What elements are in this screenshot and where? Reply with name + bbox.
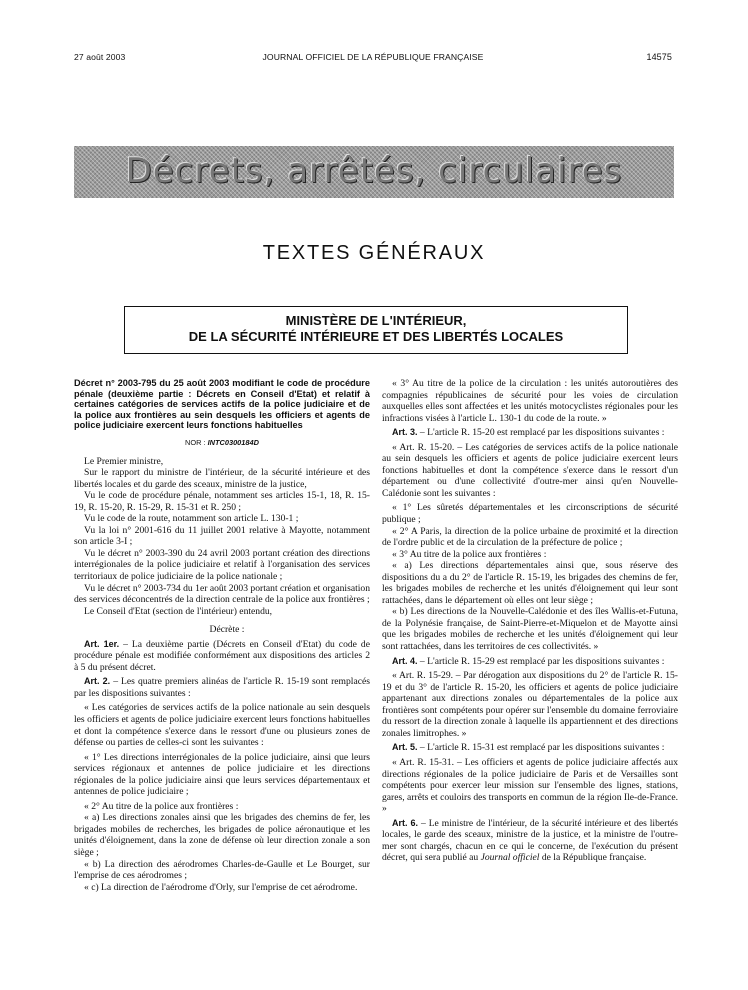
paragraph: « b) La direction des aérodromes Charles-de-Gaulle et Le Bourget, sur l'emprise de ces aérodromes ;: [74, 858, 370, 882]
article-6-journal: Journal officiel: [480, 852, 540, 864]
article-3-text: – L'article R. 15-20 est remplacé par les dispositions suivantes :: [417, 427, 665, 439]
paragraph: « Art. R. 15-20. – Les catégories de services actifs de la police nationale au sein desquels les officiers et agents de police judiciaire exercent leurs fonctions habituelles et dont la compétence s'exerce dans le ressort d'un département ou d'une collectivité d'outre-mer ainsi qu'en Nouvelle-Calédonie sont les suivantes :: [382, 441, 678, 499]
article-6: [382, 818, 678, 864]
right-column: [382, 378, 678, 864]
paragraph: « 3° Au titre de la police aux frontières :: [392, 548, 547, 560]
paragraph: « c) La direction de l'aérodrome d'Orly, sur l'emprise de cet aérodrome.: [84, 881, 358, 893]
article-2-text: – Les quatre premiers alinéas de l'article R. 15-19 sont remplacés par les dispositions suivantes :: [74, 676, 370, 699]
paragraph: « Art. R. 15-31. – Les officiers et agents de police judiciaire affectés aux directions régionales de la police judiciaire de Paris et de Versailles sont compétents pour exercer leur mission sur l'ensemble des lignes, stations, gares, arrêts et couloirs des transports en commun de la région Ile-de-France. »: [382, 756, 678, 815]
paragraph: Le Conseil d'Etat (section de l'intérieur) entendu,: [84, 605, 273, 617]
article-5-label: Art. 5.: [392, 742, 418, 753]
banner-title: Décrets, arrêtés, circulaires: [125, 151, 623, 191]
paragraph: Vu la loi n° 2001-616 du 11 juillet 2001 relative à Mayotte, notamment son article 3-I ;: [74, 524, 370, 548]
paragraph: « a) Les directions départementales ainsi que, sous réserve des dispositions du a du 2° de l'article R. 15-19, les brigades des chemins de fer, les brigades mobiles de recherche et les unités d'éloignement qui leur sont rattachées, dans le département où elles ont leur siège ;: [382, 560, 678, 606]
paragraph: Le Premier ministre,: [84, 455, 164, 467]
ministry-line-2: DE LA SÉCURITÉ INTÉRIEURE ET DES LIBERTÉS LOCALES: [188, 329, 564, 344]
paragraph: Vu le code de procédure pénale, notamment ses articles 15-1, 18, R. 15-19, R. 15-20, R. 15-29, R. 15-31 et R. 250 ;: [74, 490, 370, 513]
paragraph: Vu le code de la route, notamment son article L. 130-1 ;: [84, 513, 299, 525]
paragraph: « 1° Les directions interrégionales de la police judiciaire, ainsi que leurs services régionaux et antennes de police judiciaire et les directions régionales de la police judiciaire ainsi que leurs services départementaux et antennes de police judiciaire ;: [74, 751, 370, 798]
paragraph: « 2° Au titre de la police aux frontières :: [84, 800, 239, 812]
decrete-line: Décrète :: [209, 624, 245, 636]
header-journal-title: JOURNAL OFFICIEL DE LA RÉPUBLIQUE FRANÇAISE: [262, 52, 484, 62]
article-1-label: Art. 1er.: [84, 638, 120, 649]
paragraph: Sur le rapport du ministre de l'intérieur, de la sécurité intérieure et des libertés locales et du garde des sceaux, ministre de la justice,: [74, 467, 370, 490]
left-column: [74, 378, 370, 893]
decree-title: Décret n° 2003-795 du 25 août 2003 modifiant le code de procédure pénale (deuxième partie : Décrets en Conseil d'Etat) et relatif à certaines catégories de services actifs de la police judiciaire et de la police aux frontières au sein desquels les officiers et agents de police judiciaire exercent leurs fonctions habituelles: [74, 378, 370, 431]
article-4-text: – L'article R. 15-29 est remplacé par les dispositions suivantes :: [417, 655, 665, 667]
header-page-number: 14575: [646, 52, 672, 62]
paragraph: « a) Les directions zonales ainsi que les brigades des chemins de fer, les brigades mobiles de recherches, les brigades de police aéronautique et les unités d'éloignement, dans la zone de défense où leur direction zonale a son siège ;: [74, 812, 370, 859]
paragraph: Vu le décret n° 2003-390 du 24 avril 2003 portant création des directions interrégionales de la police judiciaire et relatif à l'organisation des services territoriaux de police judiciaire de la police nationale ;: [74, 547, 370, 582]
article-2: [74, 676, 370, 699]
page-header: [74, 52, 672, 66]
article-5: [382, 742, 678, 754]
ministry-line-1: MINISTÈRE DE L'INTÉRIEUR,: [285, 313, 467, 328]
section-banner: [74, 146, 674, 198]
paragraph: Vu le décret n° 2003-734 du 1er août 2003 portant création et organisation des services déconcentrés de la direction centrale de la police aux frontières ;: [74, 582, 370, 606]
article-1: [74, 639, 370, 674]
paragraph: « 3° Au titre de la police de la circulation : les unités autoroutières des compagnies républicaines de sécurité pour les voies de circulation auxquelles elles sont affectées et les unités motocyclistes régionales pour les infractions visées à l'article L. 130-1 du code de la route. »: [382, 378, 678, 424]
nor-reference: [74, 437, 370, 449]
article-4: [382, 656, 678, 668]
nor-label: NOR :: [185, 437, 206, 447]
article-4-label: Art. 4.: [392, 655, 418, 666]
article-6-text-b: de la République française.: [539, 852, 647, 864]
paragraph: « 2° A Paris, la direction de la police urbaine de proximité et la direction de l'ordre public et de la circulation de la préfecture de police ;: [382, 525, 678, 549]
article-6-text-a: – Le ministre de l'intérieur, de la sécurité intérieure et des libertés locales, le garde des sceaux, ministre de la justice, et la ministre de l'outre-mer sont chargés, chacun en ce qui le concerne, de l'exécution du présent décret, qui sera publié au: [382, 817, 678, 864]
paragraph: « 1° Les sûretés départementales et les circonscriptions de sécurité publique ;: [382, 502, 678, 526]
nor-code: INTC0300184D: [207, 437, 259, 447]
article-3-label: Art. 3.: [392, 427, 418, 438]
paragraph: « Art. R. 15-29. – Par dérogation aux dispositions du 2° de l'article R. 15-19 et du 3° de l'article R. 15-20, les officiers et agents de police judiciaire appartenant aux directions zonales ou départementales de la police aux frontières sont compétents pour opérer sur l'ensemble du domaine ferroviaire du ressort de la direction zonale à laquelle ils appartiennent et des directions zonales limitrophes. »: [382, 670, 678, 739]
article-6-label: Art. 6.: [392, 817, 419, 828]
paragraph: « Les catégories de services actifs de la police nationale au sein desquels les officiers et agents de police judiciaire exercent leurs fonctions habituelles et dont la compétence s'exerce dans le ressort d'une ou plusieurs zones de défense ou parties de celles-ci sont les suivantes :: [74, 702, 370, 749]
header-date: 27 août 2003: [74, 52, 126, 62]
article-3: [382, 427, 678, 439]
article-5-text: – L'article R. 15-31 est remplacé par les dispositions suivantes :: [417, 742, 665, 754]
paragraph: « b) Les directions de la Nouvelle-Calédonie et des îles Wallis-et-Futuna, de la Polynésie française, de Saint-Pierre-et-Miquelon et de Mayotte ainsi que les brigades mobiles de recherche et les unités d'éloignement qui leur sont rattachées, dans les territoires de ces collectivités. »: [382, 606, 678, 653]
section-title: TEXTES GÉNÉRAUX: [262, 242, 486, 264]
article-1-text: – La deuxième partie (Décrets en Conseil d'Etat) du code de procédure pénale est modifiée conformément aux dispositions des articles 2 à 5 du présent décret.: [74, 638, 370, 673]
ministry-box: [124, 306, 628, 354]
article-2-label: Art. 2.: [84, 676, 111, 687]
